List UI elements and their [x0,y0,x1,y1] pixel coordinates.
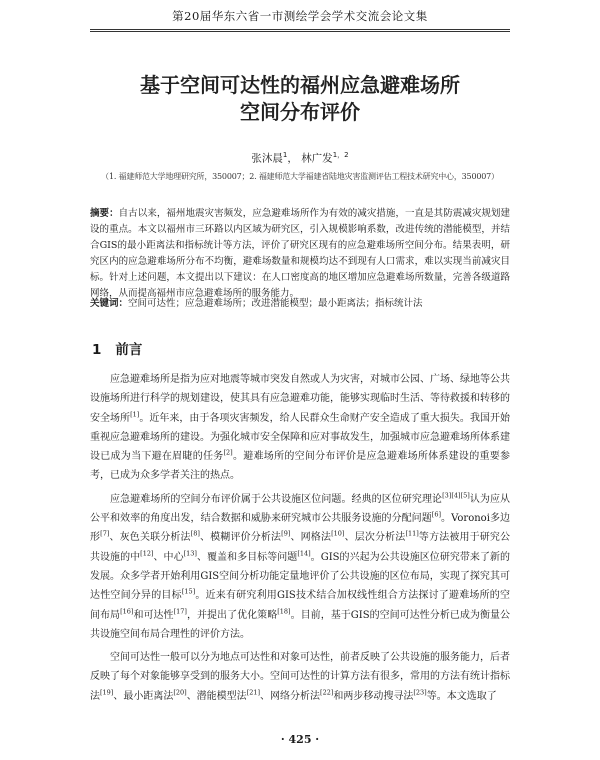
text-run: 等方法被用于研究公共设施的中 [90,532,511,563]
abstract-text: 自古以来，福州地震灾害频发，应急避难场所作为有效的减灾措施，一直是其防震减灾规划建设的重点。本文以福州市三环路以内区域为研究区，引入规模影响系数，改进传统的潜能模型，并结合GIS的最小距离法和指标统计等方法，评价了研究区现有的应急避难场所空间分布。结果表明，研究区内的应急避难场所分布不均衡，避难场数量和规模均达不到现有人口需求，难以实现当前减灾目标。针对上述问题，本文提出以下建议：在人口密度高的地区增加应急避难场所数量，完善各级道路网络，从而提高福州市应急避难场所的服务能力。 [90,208,510,299]
text-run: 。GIS的兴起为公共设施区位研究带来了新的发展。众多学者开始利用GIS空间分析功能定量地评价了公共设施的区位布局，实现了探究其可达性空间分异的目标 [90,551,511,602]
paragraph [90,648,510,706]
citation: [12] [140,549,154,558]
text-run: 。目前，基于GIS的空间可达性分析已成为衡量公共设施空间布局合理性的评价方法。 [90,609,511,640]
text-run: 、网络分析法 [260,690,321,702]
text-run: 和两步移动搜寻法 [333,690,414,702]
citation: [1] [130,410,140,419]
text-run: 空间可达性一般可以分为地点可达性和对象可达性，前者反映了公共设施的服务能力，后者反映了每个对象能够享受到的服务大小。空间可达性的计算方法有很多，常用的方法有统计指标法 [90,652,510,702]
text-run: 、网格法 [290,532,332,544]
citation: [9] [281,530,291,539]
paper-title [0,72,600,126]
citation: [8] [190,530,200,539]
citation: [23] [413,688,427,697]
affiliation: （1. 福建师范大学地理研究所，350007；2. 福建师范大学福建省陆地灾害监测评估工程技术研究中心，350007） [101,172,499,181]
text-run: 。近年来，由于各项灾害频发，给人民群众生命财产安全造成了重大损失。我国开始重视应急避难场所的建设。为强化城市安全保障和应对事故发生，加强城市应急避难场所体系建设已成为当下避在眉睫的任务 [90,412,511,463]
citation: [11] [405,530,419,539]
citation: [7] [100,530,110,539]
text-run: 、模糊评价分析法 [199,532,282,544]
author-2: 林广发 [301,152,333,165]
text-run: 等。本文选取了 [426,690,497,702]
citation: [3][4][5] [442,491,470,500]
citation: [15] [181,587,196,596]
section-number: 1 [92,342,102,358]
text-run: 、最小距离法 [113,690,174,702]
citation: [6] [431,510,441,519]
paragraph [90,490,510,644]
text-run: 。近来有研究利用GIS技术结合加权线性组合方法探讨了避难场所的空间布局 [90,590,511,621]
keywords-label: 关键词： [90,298,129,309]
header-rule [90,31,510,32]
section-heading [92,338,142,358]
keywords-text: 空间可达性；应急避难场所；改进潜能模型；最小距离法；指标统计法 [128,298,423,309]
citation: [10] [331,530,345,539]
citation: [16] [120,607,134,616]
citation: [13] [183,549,197,558]
text-run: 、灰色关联分析法 [109,532,191,544]
author-1: 张沐晨 [251,152,283,165]
abstract [90,206,510,302]
paragraph [90,370,510,486]
text-run: 。Voronoi多边形 [90,513,510,544]
text-run: 。避难场所的空间分布评价是应急避难场所体系建设的重要参考，已成为众多学者关注的热点。 [90,451,511,482]
citation: [2] [223,448,233,457]
citation: [22] [320,688,334,697]
citation: [14] [297,549,311,558]
title-line-1: 基于空间可达性的福州应急避难场所 [140,73,460,97]
text-run: 、层次分析法 [344,532,406,544]
keywords [90,296,510,312]
text-run: 应急避难场所是指为应对地震等城市突发自然或人为灾害，对城市公园、广场、绿地等公共设施场所进行科学的规划建设，使其具有应急避难功能，能够实现临时生活、等待救援和转移的安全场所 [90,374,510,424]
citation: [20] [173,688,187,697]
body-text [90,370,510,710]
citation: [19] [100,688,114,697]
section-title: 前言 [115,342,143,358]
running-header: 第20届华东六省一市测绘学会学术交流会论文集 [90,8,510,30]
page-number: · 425 · [280,733,320,746]
text-run: 认为应从公平和效率的角度出发，结合数据和威胁来研究城市公共服务设施的分配问题 [90,493,511,525]
citation: [18] [277,607,291,616]
author-1-affil: 1 [282,151,288,159]
citation: [21] [246,688,261,697]
text-run: 、中心 [153,551,184,563]
citation: [17] [173,607,187,616]
text-run: 、覆盖和多目标等问题 [196,551,298,563]
abstract-label: 摘要： [90,208,119,219]
authors: 张沐晨$^1$， 林广发$^{1,2}$ [251,151,349,165]
author-2-affil: 1，2 [332,151,349,159]
text-run: 应急避难场所的空间分布评价属于公共设施区位问题。经典的区位研究理论 [110,493,443,505]
text-run: 、潜能模型法 [186,690,247,702]
text-run: ，并提出了优化策略 [186,609,278,621]
title-line-2: 空间分布评价 [240,100,360,124]
text-run: 和可达性 [133,609,174,621]
